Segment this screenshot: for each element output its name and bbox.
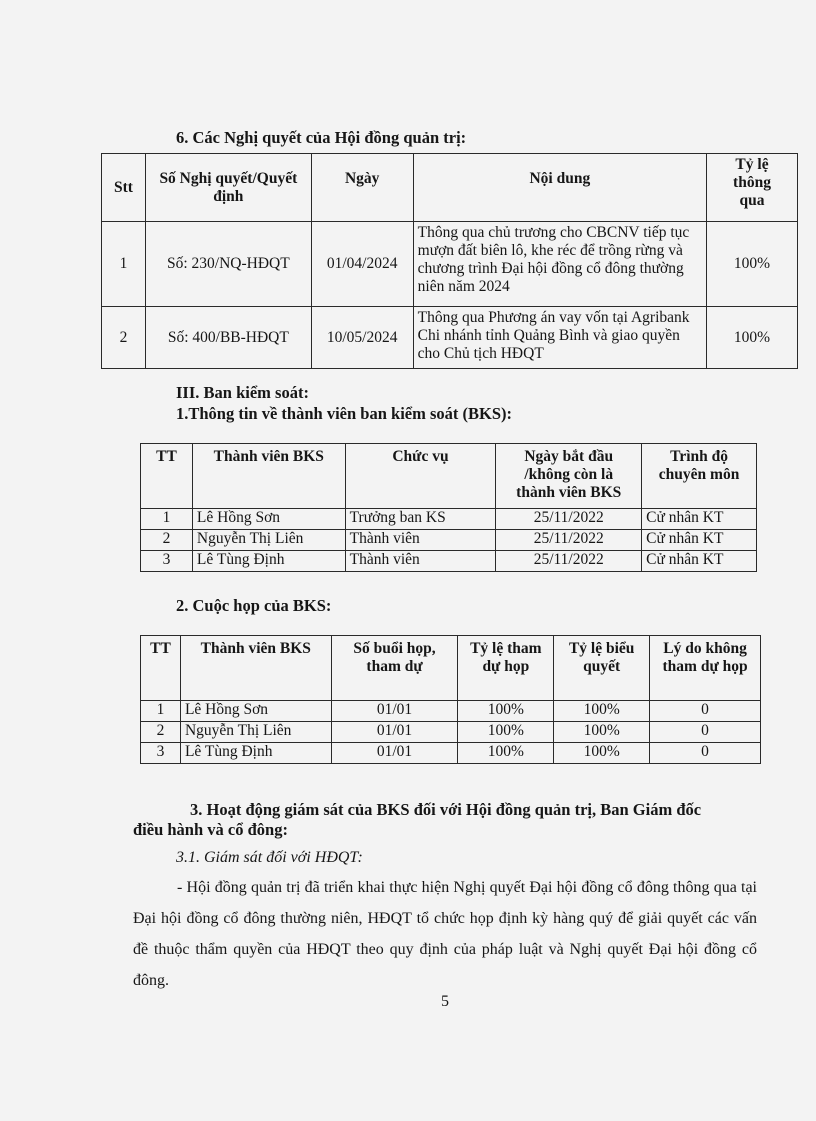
table-row: [141, 722, 761, 743]
section6-heading: 6. Các Nghị quyết của Hội đồng quản trị:: [176, 128, 467, 147]
cell-stt: 1: [102, 222, 146, 307]
bks-members-table: [140, 443, 757, 572]
cell-tt: 3: [141, 743, 181, 764]
col-tt: TT: [141, 636, 181, 701]
cell-ty-le: 100%: [458, 743, 554, 764]
supervision-paragraph: - Hội đồng quản trị đã triển khai thực hiện Nghị quyết Đại hội đồng cổ đông thông qua tại Đại hội đồng cổ đông thường niên, HĐQT tổ chức họp định kỳ hàng quý để giải quyết các vấn đề thuộc thẩm quyền của HĐQT theo quy định của pháp luật và Nghị quyết Đại hội đồng cổ đông.: [133, 879, 757, 989]
col-ngay-bat-dau: Ngày bắt đầu /không còn là thành viên BKS: [496, 444, 642, 509]
cell-so-buoi: 01/01: [331, 743, 458, 764]
cell-bieu-quyet: 100%: [554, 722, 650, 743]
section3-heading: III. Ban kiểm soát:: [176, 383, 309, 402]
cell-ngay: 25/11/2022: [496, 530, 642, 551]
table-row: [141, 509, 757, 530]
col-thanh-vien: Thành viên BKS: [180, 636, 331, 701]
cell-bieu-quyet: 100%: [554, 701, 650, 722]
cell-ten: Lê Hồng Sơn: [180, 701, 331, 722]
cell-ten: Nguyễn Thị Liên: [192, 530, 345, 551]
cell-ly-do: 0: [650, 722, 761, 743]
cell-chuc-vu: Thành viên: [345, 530, 496, 551]
supervision-heading-line2: điều hành và cổ đông:: [133, 820, 288, 839]
col-ly-do: Lý do không tham dự họp: [650, 636, 761, 701]
col-ngay: Ngày: [311, 154, 413, 222]
cell-ty-le: 100%: [707, 222, 798, 307]
cell-tt: 2: [141, 530, 193, 551]
table-row: [141, 743, 761, 764]
cell-so-buoi: 01/01: [331, 701, 458, 722]
cell-noi-dung: Thông qua Phương án vay vốn tại Agribank Chi nhánh tỉnh Quảng Bình và giao quyền cho Chủ tịch HĐQT: [413, 307, 706, 369]
cell-tt: 2: [141, 722, 181, 743]
cell-tt: 3: [141, 551, 193, 572]
cell-trinh-do: Cử nhân KT: [642, 530, 757, 551]
cell-ty-le: 100%: [458, 722, 554, 743]
cell-ty-le: 100%: [707, 307, 798, 369]
col-stt: Stt: [102, 154, 146, 222]
cell-ty-le: 100%: [458, 701, 554, 722]
cell-tt: 1: [141, 701, 181, 722]
table-row: [102, 307, 798, 369]
cell-ngay: 01/04/2024: [311, 222, 413, 307]
cell-so: Số: 400/BB-HĐQT: [145, 307, 311, 369]
col-so-buoi: Số buổi họp, tham dự: [331, 636, 458, 701]
col-thanh-vien: Thành viên BKS: [192, 444, 345, 509]
cell-so: Số: 230/NQ-HĐQT: [145, 222, 311, 307]
cell-ngay: 25/11/2022: [496, 551, 642, 572]
col-ty-le: Tỷ lệ thông qua: [707, 154, 798, 222]
col-noi-dung: Nội dung: [413, 154, 706, 222]
bks-meetings-table: [140, 635, 761, 764]
table-row: [141, 530, 757, 551]
resolutions-table: [101, 153, 798, 369]
table-row: [141, 551, 757, 572]
col-so-nghi-quyet: Số Nghị quyết/Quyết định: [145, 154, 311, 222]
cell-trinh-do: Cử nhân KT: [642, 509, 757, 530]
col-trinh-do: Trình độ chuyên môn: [642, 444, 757, 509]
cell-ten: Nguyễn Thị Liên: [180, 722, 331, 743]
cell-chuc-vu: Thành viên: [345, 551, 496, 572]
cell-noi-dung: Thông qua chủ trương cho CBCNV tiếp tục mượn đất biên lô, khe réc để trồng rừng và chương trình Đại hội đồng cổ đông thường niên năm 2024: [413, 222, 706, 307]
cell-ten: Lê Tùng Định: [180, 743, 331, 764]
col-chuc-vu: Chức vụ: [345, 444, 496, 509]
bks-meetings-heading: 2. Cuộc họp của BKS:: [176, 596, 332, 615]
cell-ngay: 25/11/2022: [496, 509, 642, 530]
bks-info-heading: 1.Thông tin về thành viên ban kiểm soát (BKS):: [176, 404, 513, 423]
cell-bieu-quyet: 100%: [554, 743, 650, 764]
cell-ten: Lê Hồng Sơn: [192, 509, 345, 530]
supervision-hdqt-subheading: 3.1. Giám sát đối với HĐQT:: [176, 849, 363, 866]
cell-ten: Lê Tùng Định: [192, 551, 345, 572]
cell-ly-do: 0: [650, 701, 761, 722]
cell-trinh-do: Cử nhân KT: [642, 551, 757, 572]
col-ty-le-bieu-quyet: Tỷ lệ biểu quyết: [554, 636, 650, 701]
table-row: [102, 222, 798, 307]
table-row: [141, 701, 761, 722]
cell-chuc-vu: Trưởng ban KS: [345, 509, 496, 530]
cell-tt: 1: [141, 509, 193, 530]
page-number: 5: [441, 993, 449, 1010]
cell-ngay: 10/05/2024: [311, 307, 413, 369]
col-tt: TT: [141, 444, 193, 509]
col-ty-le-tham-du: Tỷ lệ tham dự họp: [458, 636, 554, 701]
cell-ly-do: 0: [650, 743, 761, 764]
cell-stt: 2: [102, 307, 146, 369]
cell-so-buoi: 01/01: [331, 722, 458, 743]
supervision-heading-line1: 3. Hoạt động giám sát của BKS đối với Hội đồng quản trị, Ban Giám đốc: [190, 800, 702, 819]
